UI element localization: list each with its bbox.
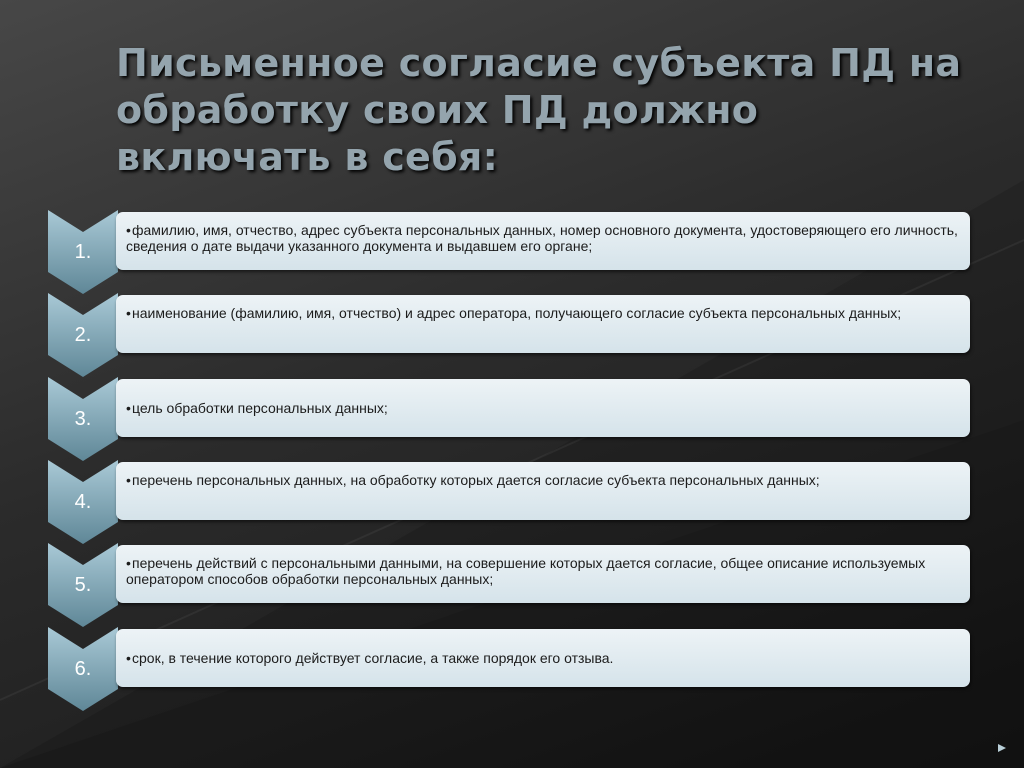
list-item [0, 210, 1024, 294]
list-item [0, 293, 1024, 377]
item-text: фамилию, имя, отчество, адрес субъекта персональных данных, номер основного документа, удостоверяющего его личность, сведения о дате выдачи указанного документа и выдавшем его органе; [126, 222, 958, 254]
list-item [0, 627, 1024, 711]
list-item [0, 460, 1024, 544]
item-text-box [116, 295, 970, 353]
item-text: наименование (фамилию, имя, отчество) и адрес оператора, получающего согласие субъекта персональных данных; [132, 305, 902, 321]
bullet-icon: • [126, 400, 131, 416]
item-text: цель обработки персональных данных; [132, 400, 388, 416]
item-number: 6. [74, 657, 92, 680]
bullet-icon: • [126, 222, 131, 238]
bullet-icon: • [126, 305, 131, 321]
item-number: 1. [74, 240, 92, 263]
item-text: перечень действий с персональными данными, на совершение которых дается согласие, общее описание используемых оператором способов обработки персональных данных; [126, 555, 926, 587]
item-text-box [116, 629, 970, 687]
bullet-icon: • [126, 555, 131, 571]
list-item [0, 543, 1024, 627]
item-text: срок, в течение которого действует согласие, а также порядок его отзыва. [132, 650, 614, 666]
slide-title: Письменное согласие субъекта ПД на обработку своих ПД должно включать в себя: [116, 41, 962, 179]
item-number: 2. [74, 323, 92, 346]
item-text-box [116, 462, 970, 520]
item-text-box [116, 379, 970, 437]
item-number: 3. [74, 407, 92, 430]
bullet-icon: • [126, 650, 131, 666]
bullet-icon: • [126, 472, 131, 488]
list-item [0, 377, 1024, 461]
item-text-box [116, 212, 970, 270]
item-text: перечень персональных данных, на обработку которых дается согласие субъекта персональных данных; [132, 472, 820, 488]
item-text-box [116, 545, 970, 603]
item-number: 5. [74, 573, 92, 596]
item-number: 4. [74, 490, 92, 513]
